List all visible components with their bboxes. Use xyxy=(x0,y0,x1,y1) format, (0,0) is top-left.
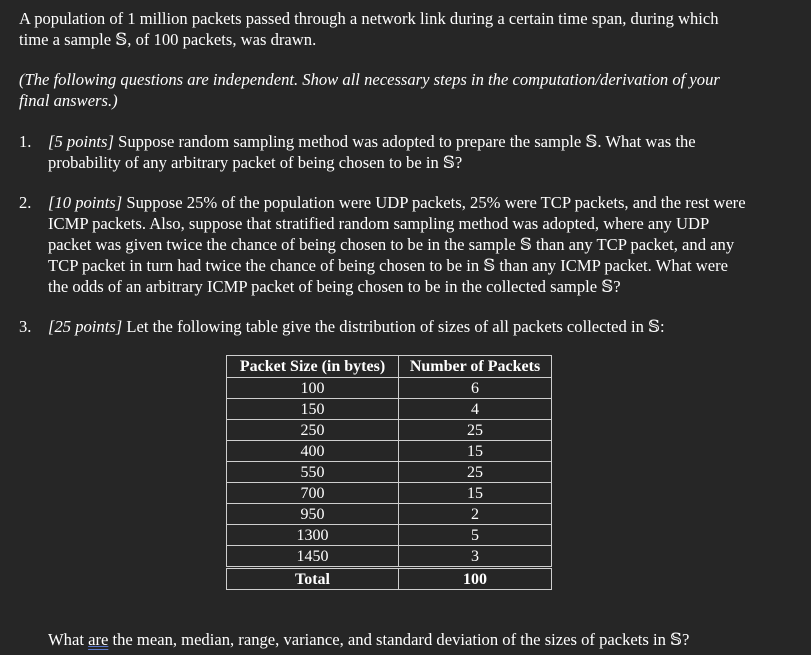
table-row xyxy=(227,441,552,462)
table-row xyxy=(227,420,552,441)
table-header-row xyxy=(227,356,552,378)
question-line xyxy=(48,131,794,152)
table-cell-size: 400 xyxy=(227,441,399,462)
instructions-line-2: final answers.) xyxy=(19,91,118,110)
table-cell-count: 3 xyxy=(399,546,552,568)
question-points: [10 points] xyxy=(48,193,123,212)
table-cell-size: 700 xyxy=(227,483,399,504)
table-row xyxy=(227,504,552,525)
final-question-end: the mean, median, range, variance, and standard deviation of the sizes of packets in 𝕊? xyxy=(108,630,690,649)
question-2 xyxy=(19,192,794,297)
table-total-row xyxy=(227,568,552,590)
question-text: Let the following table give the distribution of sizes of all packets collected in 𝕊: xyxy=(122,317,665,336)
question-line xyxy=(48,192,794,213)
table-cell-size: 250 xyxy=(227,420,399,441)
question-number: 2. xyxy=(19,193,32,212)
question-line: probability of any arbitrary packet of being chosen to be in 𝕊? xyxy=(48,153,463,172)
table-cell-count: 25 xyxy=(399,462,552,483)
question-line: packet was given twice the chance of being chosen to be in the sample 𝕊 than any TCP packet, and any xyxy=(48,235,735,254)
final-question xyxy=(48,629,808,650)
table-cell-count: 15 xyxy=(399,441,552,462)
column-header-number-of-packets: Number of Packets xyxy=(399,356,552,378)
table-cell-size: 150 xyxy=(227,399,399,420)
table-cell-count: 4 xyxy=(399,399,552,420)
question-number: 3. xyxy=(19,317,32,336)
column-header-packet-size: Packet Size (in bytes) xyxy=(227,356,399,378)
question-line: the odds of an arbitrary ICMP packet of being chosen to be in the collected sample 𝕊? xyxy=(48,277,621,296)
table-total-value: 100 xyxy=(399,568,552,590)
question-3 xyxy=(19,316,794,337)
question-points: [25 points] xyxy=(48,317,123,336)
intro-paragraph xyxy=(19,8,799,50)
question-points: [5 points] xyxy=(48,132,114,151)
table-row xyxy=(227,399,552,420)
table-row xyxy=(227,546,552,568)
table-row xyxy=(227,462,552,483)
table-cell-size: 100 xyxy=(227,378,399,399)
table-cell-size: 550 xyxy=(227,462,399,483)
table-row xyxy=(227,525,552,546)
intro-line-1: A population of 1 million packets passed through a network link during a certain time span, during which xyxy=(19,9,719,28)
question-1 xyxy=(19,131,794,173)
question-line: TCP packet in turn had twice the chance of being chosen to be in 𝕊 than any ICMP packet. What were xyxy=(48,256,728,275)
table-row xyxy=(227,378,552,399)
table-cell-count: 25 xyxy=(399,420,552,441)
table-total-label: Total xyxy=(227,568,399,590)
question-number: 1. xyxy=(19,132,32,151)
table-row xyxy=(227,483,552,504)
table-cell-size: 950 xyxy=(227,504,399,525)
question-text: Suppose 25% of the population were UDP packets, 25% were TCP packets, and the rest were xyxy=(122,193,746,212)
final-question-underlined-word: are xyxy=(88,630,109,649)
table-cell-size: 1450 xyxy=(227,546,399,568)
table-cell-count: 6 xyxy=(399,378,552,399)
question-text: Suppose random sampling method was adopted to prepare the sample 𝕊. What was the xyxy=(113,132,696,151)
packet-size-table xyxy=(226,355,552,590)
intro-line-2: time a sample 𝕊, of 100 packets, was drawn. xyxy=(19,30,317,49)
table-cell-count: 15 xyxy=(399,483,552,504)
question-line xyxy=(48,316,794,337)
table-cell-count: 2 xyxy=(399,504,552,525)
final-question-start: What xyxy=(48,630,89,649)
question-line: ICMP packets. Also, suppose that stratified random sampling method was adopted, where any UDP xyxy=(48,214,710,233)
table-cell-count: 5 xyxy=(399,525,552,546)
table-cell-size: 1300 xyxy=(227,525,399,546)
instructions-line-1: (The following questions are independent. Show all necessary steps in the computation/derivation of your xyxy=(19,70,720,89)
instructions-paragraph xyxy=(19,69,799,111)
